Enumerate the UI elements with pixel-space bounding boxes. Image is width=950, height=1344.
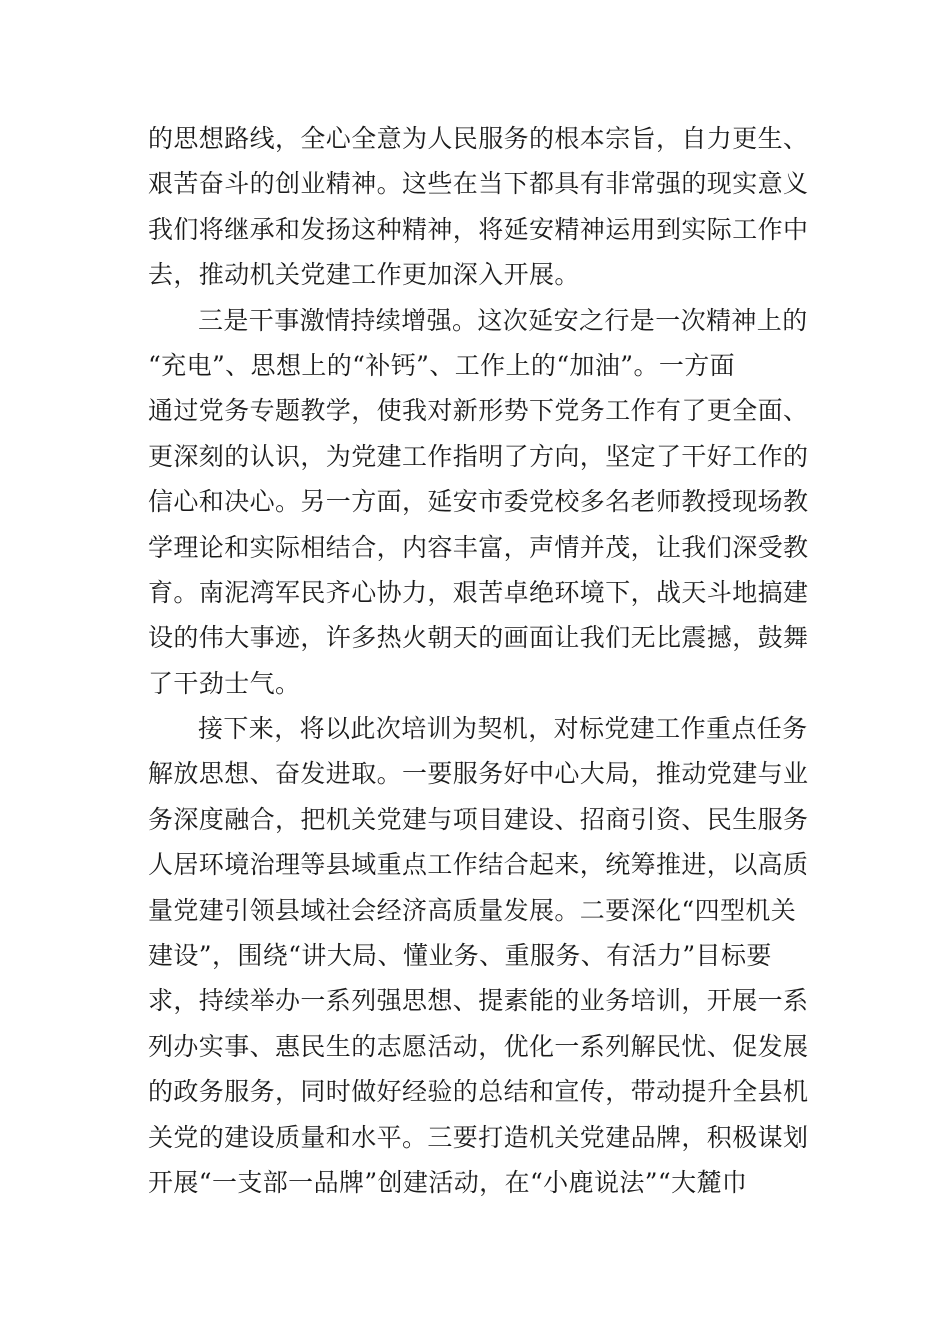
text-line: 育。南泥湾军民齐心协力，艰苦卓绝环境下，战天斗地搞建 [148,577,809,607]
text-line: “充电”、思想上的“补钙”、工作上的“加油”。一方面 [148,350,736,380]
text-line: 学理论和实际相结合，内容丰富，声情并茂，让我们深受教 [148,532,809,562]
text-line: 设的伟大事迹，许多热火朝天的画面让我们无比震撼，鼓舞 [148,623,809,653]
text-line: 量党建引领县域社会经济高质量发展。二要深化“四型机关 [148,895,797,925]
paragraph-enthusiasm [148,298,812,707]
text-line: 了干劲士气。 [148,668,301,698]
text-line: 关党的建设质量和水平。三要打造机关党建品牌，积极谋划 [148,1122,809,1152]
text-line: 信心和决心。另一方面，延安市委党校多名老师教授现场教 [148,487,809,517]
text-line: 更深刻的认识，为党建工作指明了方向，坚定了干好工作的 [148,441,809,471]
text-line: 求，持续举办一系列强思想、提素能的业务培训，开展一系 [148,986,809,1016]
text-line: 艰苦奋斗的创业精神。这些在当下都具有非常强的现实意义 [148,169,809,199]
text-line: 三是干事激情持续增强。这次延安之行是一次精神上的 [198,305,808,335]
text-line: 列办实事、惠民生的志愿活动，优化一系列解民忧、促发展 [148,1031,809,1061]
text-line: 的政务服务，同时做好经验的总结和宣传，带动提升全县机 [148,1077,809,1107]
text-line: 我们将继承和发扬这种精神，将延安精神运用到实际工作中 [148,214,809,244]
text-line: 解放思想、奋发进取。一要服务好中心大局，推动党建与业 [148,759,809,789]
document-body [148,116,812,1205]
paragraph-continuation [148,116,812,298]
text-line: 接下来，将以此次培训为契机，对标党建工作重点任务 [198,714,808,744]
text-line: 通过党务专题教学，使我对新形势下党务工作有了更全面、 [148,396,809,426]
text-line: 开展“一支部一品牌”创建活动，在“小鹿说法”“大麓巾 [148,1167,748,1197]
text-line: 人居环境治理等县域重点工作结合起来，统筹推进，以高质 [148,850,809,880]
text-line: 的思想路线，全心全意为人民服务的根本宗旨，自力更生、 [148,124,809,153]
text-line: 务深度融合，把机关党建与项目建设、招商引资、民生服务 [148,804,809,834]
paragraph-next-steps [148,706,812,1205]
text-line: 建设”，围绕“讲大局、懂业务、重服务、有活力”目标要 [148,941,772,971]
text-line: 去，推动机关党建工作更加深入开展。 [148,260,580,290]
